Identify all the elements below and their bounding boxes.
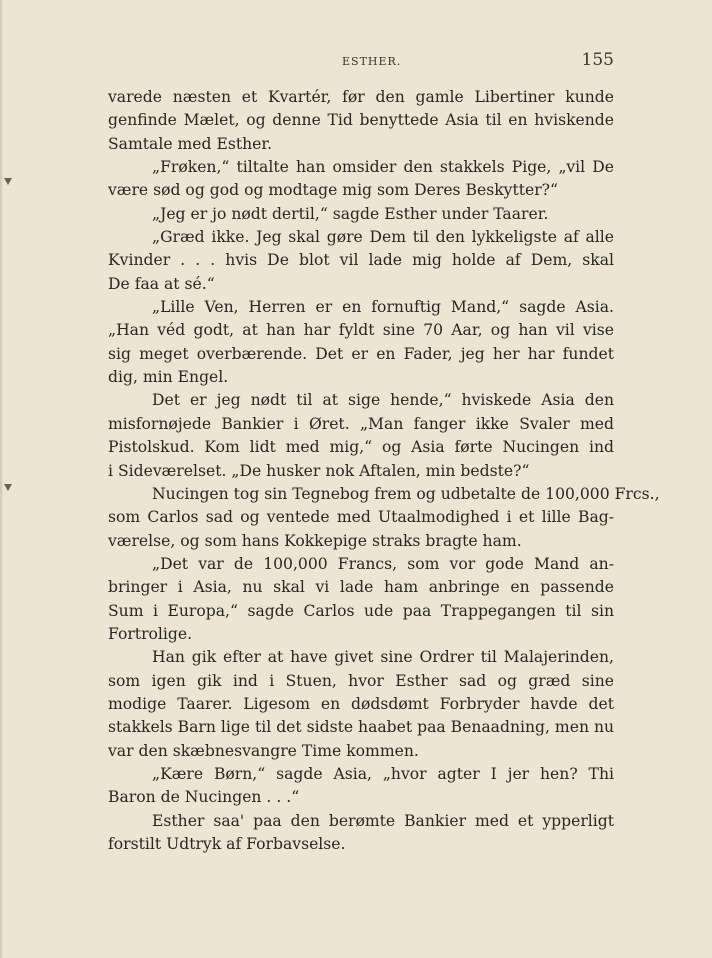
text-line: værelse, og som hans Kokkepige straks bragte ham. [108,531,522,550]
text-line: Han gik efter at have givet sine Ordrer til Malajerinden, [152,648,614,667]
text-line: Sum i Europa,“ sagde Carlos ude paa Trappegangen til sin [108,601,614,620]
text-line: som igen gik ind i Stuen, hvor Esther sad og græd sine [108,671,614,690]
text-line: Det er jeg nødt til at sige hende,“ hviskede Asia den [152,391,614,410]
text-line: Esther saa' paa den berømte Bankier med et ypperligt [152,811,614,830]
text-line: Baron de Nucingen . . .“ [108,788,300,807]
text-line: i Sideværelset. „De husker nok Aftalen, min bedste?“ [108,461,530,480]
text-line: misfornøjede Bankier i Øret. „Man fanger ikke Svaler med [108,414,614,433]
text-line: „Kære Børn,“ sagde Asia, „hvor agter I jer hen? Thi [152,764,614,783]
text-line: Nucingen tog sin Tegnebog frem og udbetalte de 100,000 Frcs., [152,484,660,503]
margin-mark [4,484,12,491]
text-line: „Jeg er jo nødt dertil,“ sagde Esther under Taarer. [152,204,549,223]
page-edge [0,0,3,958]
text-line: bringer i Asia, nu skal vi lade ham anbringe en passende [108,578,614,597]
text-line: som Carlos sad og ventede med Utaalmodighed i et lille Bag- [108,508,614,527]
text-line: stakkels Barn lige til det sidste haabet paa Benaadning, men nu [108,718,615,737]
text-line: sig meget overbærende. Det er en Fader, jeg her har fundet [108,344,614,363]
text-line: „Det var de 100,000 Francs, som vor gode Mand an- [152,554,614,573]
text-line: var den skæbnesvangre Time kommen. [108,741,419,760]
text-line: Kvinder . . . hvis De blot vil lade mig holde af Dem, skal [108,251,614,270]
page-number: 155 [581,50,614,70]
text-line: genfinde Mælet, og denne Tid benyttede Asia til en hviskende [108,111,614,130]
margin-mark [4,178,12,185]
text-line: „Lille Ven, Herren er en fornuftig Mand,“ sagde Asia. [152,298,614,317]
text-line: Samtale med Esther. [108,134,273,153]
text-line: være sød og god og modtage mig som Deres Beskytter?“ [108,181,559,200]
text-line: varede næsten et Kvartér, før den gamle Libertiner kunde [108,88,614,106]
page-header [108,50,614,74]
text-line: „Frøken,“ tiltalte han omsider den stakkels Pige, „vil De [152,158,614,177]
text-line: Fortrolige. [108,624,193,643]
text-line: „Græd ikke. Jeg skal gøre Dem til den lykkeligste af alle [152,228,614,247]
running-head: ESTHER. [342,55,402,68]
text-line: De faa at sé.“ [108,274,215,293]
text-line: Pistolskud. Kom lidt med mig,“ og Asia førte Nucingen ind [108,438,614,457]
text-line: dig, min Engel. [108,368,229,387]
text-line: forstilt Udtryk af Forbavselse. [108,835,346,853]
text-line: „Han véd godt, at han har fyldt sine 70 Aar, og han vil vise [108,321,614,340]
body-text [108,86,660,856]
text-line: modige Taarer. Ligesom en dødsdømt Forbryder havde det [108,694,614,713]
